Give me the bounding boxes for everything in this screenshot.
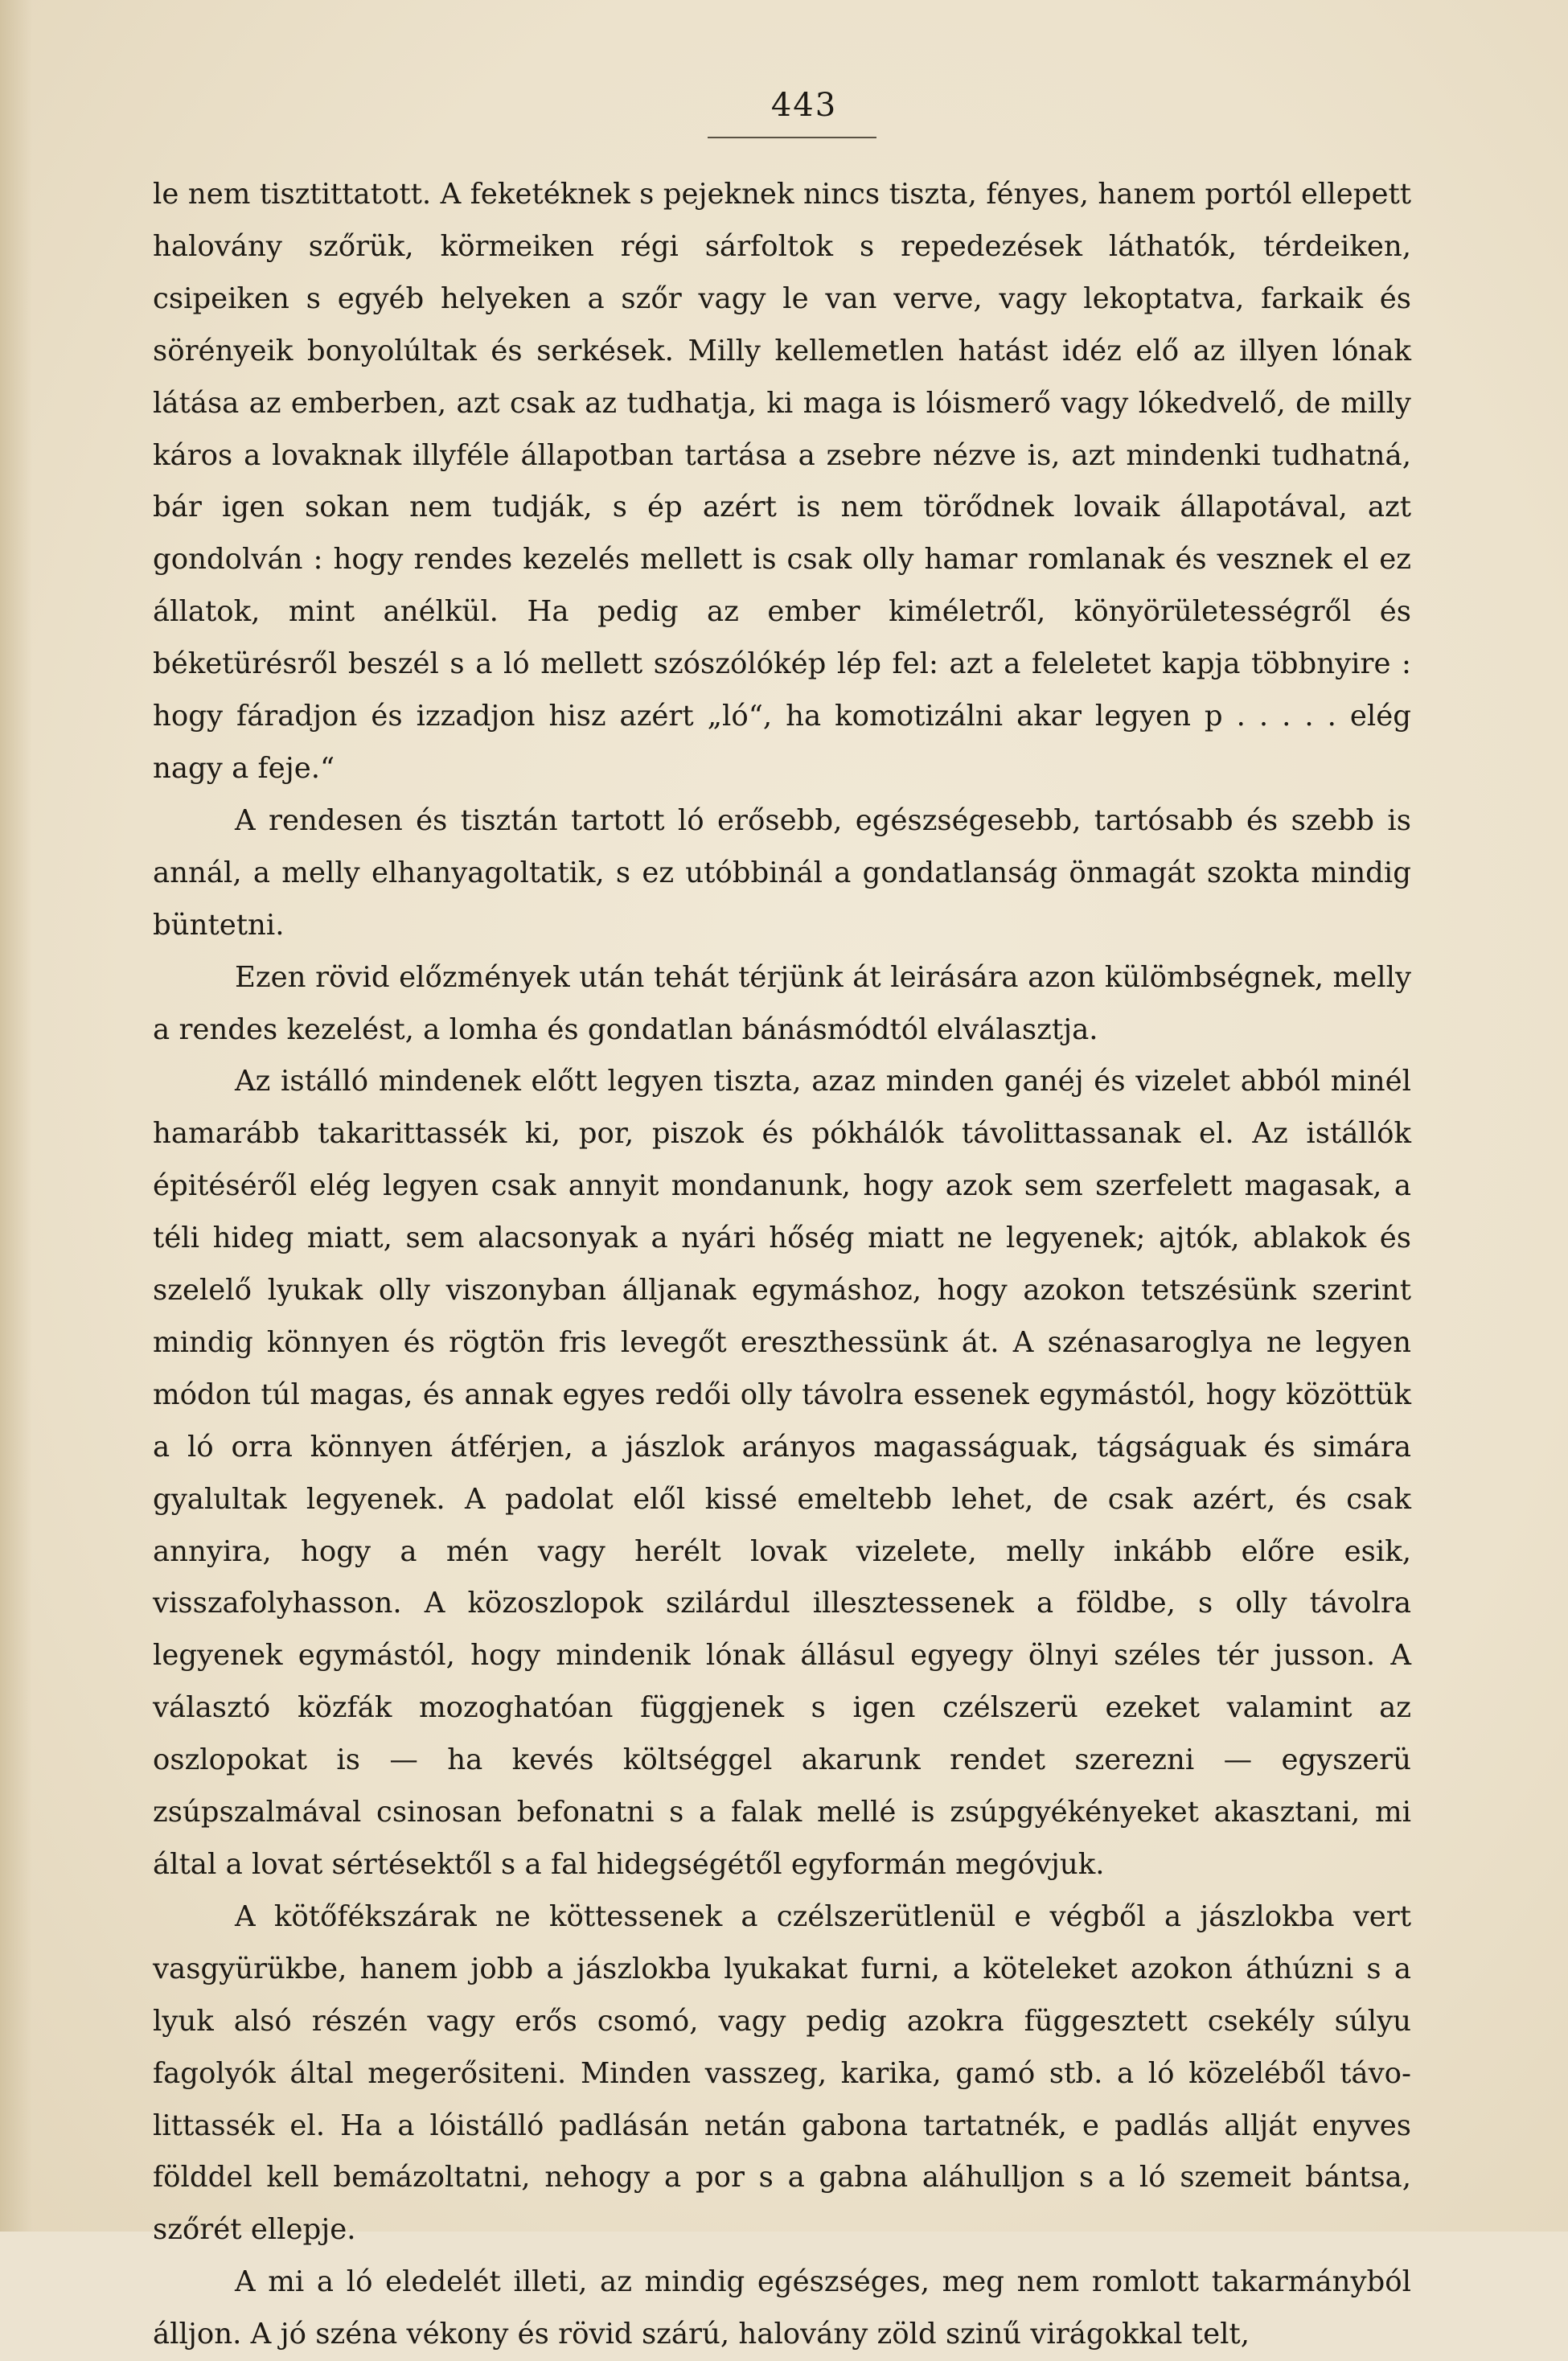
paragraph: A mi a ló eledelét illeti, az mindig egészséges, meg nem romlott takarmányból álljon. A jó széna vékony és rövid szárú, halovány zöld szinű virágokkal telt, bbox=[153, 2265, 1411, 2351]
page-binding-shadow bbox=[0, 0, 32, 2232]
paragraph: Az istálló mindenek előtt legyen tiszta, azaz minden ganéj és vizelet abból minél hamarább takarittassék ki, por, piszok és pókhálók távolittassanak el. Az istállók épitéséről elég legyen csak annyit mondanunk, hogy azok sem szerfelett magasak, a téli hideg miatt, sem alacsonyak a nyári hőség miatt ne legyenek; ajtók, ablakok és szelelő lyukak olly viszonyban álljanak egymáshoz, hogy azokon tetszésünk szerint mindig könnyen és rögtön fris levegőt ereszthessünk át. A szénasaroglya ne legyen módon túl magas, és annak egyes redői olly távolra essenek egymástól, hogy közöttük a ló orra könnyen átférjen, a jászlok arányos magasságuak, tágságuak és simára gyalultak legyenek. A padolat elől kissé emeltebb lehet, de csak azért, és csak annyira, hogy a mén vagy herélt lovak vizelete, melly inkább előre esik, visszafolyhasson. A közoszlopok szilárdul illesztessenek a földbe, s olly távolra legyenek egymástól, hogy mindenik lónak állásul egyegy ölnyi széles tér jusson. A választó közfák mozoghatóan függjenek s igen czélszerü ezeket valamint az oszlopokat is — ha kevés költséggel akarunk rendet szerezni — egyszerü zsúpszalmával csinosan befonatni s a falak mellé is zsúpgyékényeket akasztani, mi által a lovat sértésektől s a fal hidegségétől egyformán megóvjuk. bbox=[153, 1065, 1411, 1881]
page-number: 443 bbox=[770, 87, 838, 124]
page-number-rule bbox=[708, 137, 876, 138]
paragraph: A rendesen és tisztán tartott ló erősebb, egészségesebb, tartósabb és szebb is annál, a melly elhanyagoltatik, s ez utóbbinál a gondatlanság önmagát szokta mindig büntetni. bbox=[153, 803, 1411, 942]
paragraph: Ezen rövid előzmények után tehát térjünk át leirására azon külömbségnek, melly a rendes kezelést, a lomha és gondatlan bánásmódtól elválasztja. bbox=[153, 960, 1411, 1046]
paragraph-continued: le nem tisztittatott. A feketéknek s pejeknek nincs tiszta, fényes, hanem portól ellepett halovány szőrük, körmeiken régi sárfoltok s repedezések láthatók, térdeiken, csipeiken s egyéb helyeken a szőr vagy le van verve, vagy lekoptatva, farkaik és sörényeik bonyolúltak és serkések. Milly kellemetlen hatást idéz elő az illyen lónak látása az emberben, azt csak az tudhatja, ki maga is lóismerő vagy lókedvelő, de milly káros a lovaknak illyféle állapotban tartása a zsebre nézve is, azt mindenki tudhatná, bár igen sokan nem tudják, s ép azért is nem törődnek lovaik állapotával, azt gondolván : hogy rendes kezelés mellett is csak olly hamar romlanak és vesznek el ez állatok, mint anélkül. Ha pedig az ember kiméletről, könyörületességről és béketürésről beszél s a ló mellett szószólókép lép fel: azt a feleletet kapja többnyire : hogy fáradjon és izzadjon hisz azért „ló“, ha komotizálni akar legyen p . . . . . elég nagy a feje.“ bbox=[153, 178, 1411, 785]
paragraph: A kötőfékszárak ne köttessenek a czélszerütlenül e végből a jászlokba vert vasgyürükbe, hanem jobb a jászlokba lyukakat furni, a köteleket azokon áthúzni s a lyuk alsó részén vagy erős csomó, vagy pedig azokra függesztett csekély súlyu fagolyók által megerősiteni. Minden vasszeg, karika, gamó stb. a ló közeléből távolittassék el. Ha a lóistálló padlásán netán gabona tartatnék, e padlás allját enyves földdel kell bemázoltatni, nehogy a por s a gabna aláhulljon s a ló szemeit bántsa, szőrét ellepje. bbox=[153, 1899, 1411, 2247]
text-body bbox=[153, 169, 1411, 2361]
